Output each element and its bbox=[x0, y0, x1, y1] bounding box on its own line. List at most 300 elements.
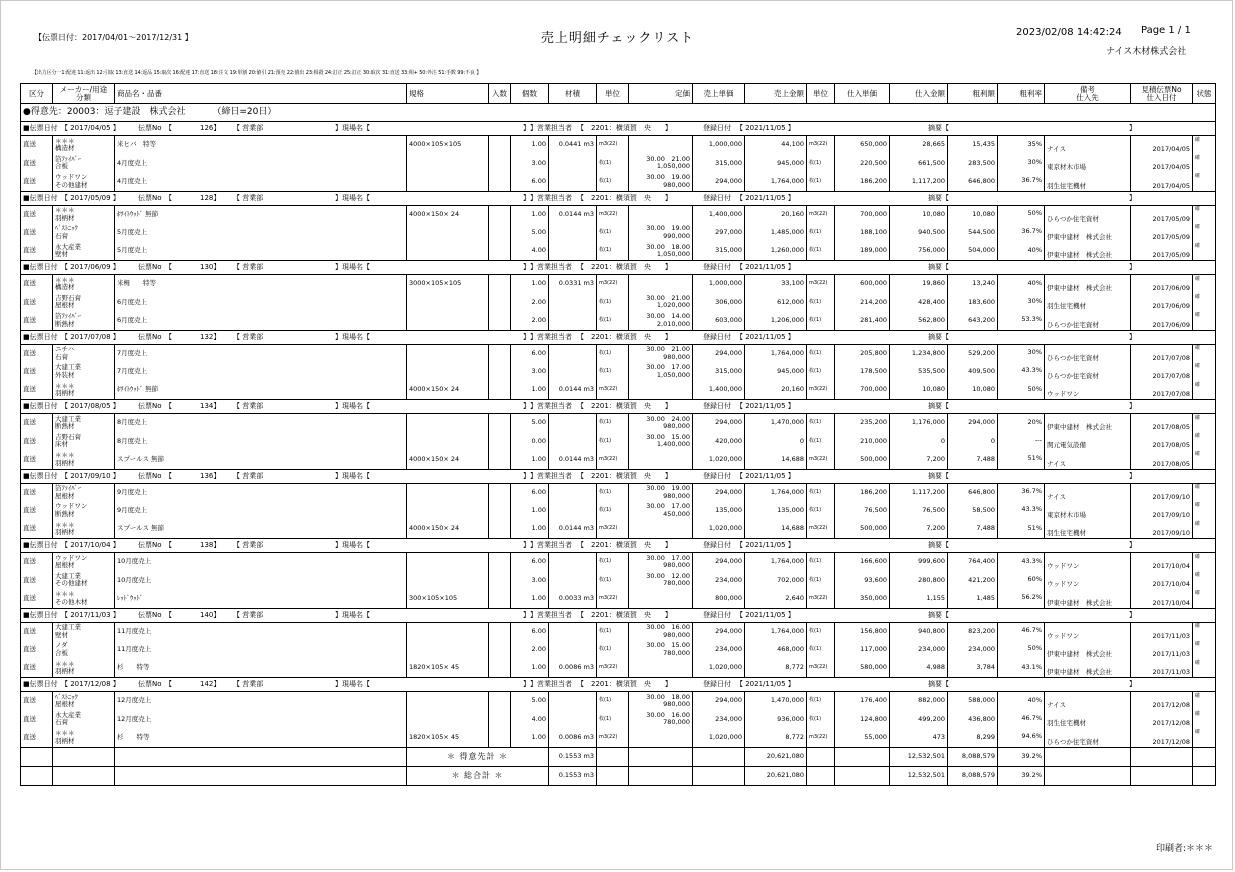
cell-purchase-price: 235,200 bbox=[835, 414, 890, 433]
confirmed-mark: 確 bbox=[1195, 520, 1201, 527]
cell-list-price bbox=[629, 622, 693, 641]
cell-list-price bbox=[629, 275, 693, 294]
rate-value: 30% bbox=[1027, 348, 1042, 356]
cell-purchase-price: 580,000 bbox=[835, 659, 890, 678]
purchase-date: 2017/11/03 bbox=[1152, 649, 1190, 658]
cell-sales-price: 1,400,000 bbox=[693, 205, 745, 224]
list-price-line1: 30.00 17.00 bbox=[646, 502, 690, 511]
cell-product: 10月度売上 bbox=[115, 571, 407, 590]
cell-volume bbox=[549, 553, 597, 572]
cell-gross: 15,435 bbox=[948, 136, 998, 155]
maker-name: 大建工業 bbox=[55, 363, 81, 372]
slip-date-label: ■伝票日付 bbox=[23, 680, 58, 688]
maker-name: ウッドワン bbox=[55, 553, 88, 562]
table-row bbox=[21, 312, 1216, 331]
confirmed-mark: 確 bbox=[1195, 659, 1201, 666]
list-price-line2: 980,000 bbox=[663, 352, 690, 361]
cell-sales-amount: 1,206,000 bbox=[745, 312, 807, 331]
total-blank bbox=[1131, 747, 1193, 766]
cell-maker bbox=[53, 692, 115, 711]
table-row bbox=[21, 571, 1216, 590]
cell-purchase-price: 189,000 bbox=[835, 242, 890, 261]
cell-purchase-amount: 234,000 bbox=[890, 641, 948, 660]
cell-product: 杉 特等 bbox=[115, 659, 407, 678]
cell-maker bbox=[53, 242, 115, 261]
cell-maker bbox=[53, 710, 115, 729]
cell-unit2: 枚(1) bbox=[807, 414, 835, 433]
table-row bbox=[21, 729, 1216, 748]
cell-supplier bbox=[1045, 154, 1131, 173]
slip-reg: 【 2021/11/05 】 bbox=[736, 610, 795, 619]
total-blank bbox=[629, 747, 693, 766]
total-blank bbox=[693, 747, 745, 766]
cell-rate bbox=[998, 483, 1045, 502]
cell-kubun: 直送 bbox=[21, 242, 53, 261]
supplier-name: 伊東中建材 株式会社 bbox=[1047, 598, 1112, 607]
cell-purchase-date bbox=[1131, 344, 1193, 363]
cell-purchase-amount: 562,800 bbox=[890, 312, 948, 331]
slip-memo-end: 】 bbox=[1129, 541, 1136, 549]
cell-spec bbox=[407, 344, 489, 363]
confirmed-mark: 確 bbox=[1195, 136, 1201, 143]
cell-supplier bbox=[1045, 483, 1131, 502]
slip-dept: 【 営業部 bbox=[233, 541, 264, 549]
cell-list-price bbox=[629, 483, 693, 502]
maker-name: ﾍﾞｽﾄﾆｯｸ bbox=[55, 692, 78, 701]
slip-reg-label: 登録日付 bbox=[703, 680, 731, 688]
cell-purchase-amount: 1,117,200 bbox=[890, 173, 948, 192]
cell-rate bbox=[998, 205, 1045, 224]
slip-site-end: 】 bbox=[523, 402, 530, 410]
purchase-date: 2017/07/08 bbox=[1152, 353, 1190, 362]
slip-no: 【 134】 bbox=[165, 402, 221, 410]
cell-purchase-date bbox=[1131, 275, 1193, 294]
purchase-date: 2017/08/05 bbox=[1152, 441, 1190, 450]
rate-value: 43.3% bbox=[1021, 366, 1042, 375]
cell-unit2: 枚(1) bbox=[807, 571, 835, 590]
cell-sales-amount: 8,772 bbox=[745, 729, 807, 748]
cell-kubun: 直送 bbox=[21, 205, 53, 224]
cell-kubun: 直送 bbox=[21, 293, 53, 312]
cell-unit2: 枚(1) bbox=[807, 363, 835, 382]
cell-rate bbox=[998, 312, 1045, 331]
cell-unit: 枚(1) bbox=[597, 710, 629, 729]
total-sales-amount: 20,621,080 bbox=[745, 747, 807, 766]
cell-unit: 枚(1) bbox=[597, 363, 629, 382]
cell-volume bbox=[549, 692, 597, 711]
cell-maker bbox=[53, 502, 115, 521]
cell-gross: 58,500 bbox=[948, 502, 998, 521]
cell-sales-amount: 0 bbox=[745, 432, 807, 451]
cell-list-price bbox=[629, 641, 693, 660]
maker-name: 大建工業 bbox=[55, 414, 81, 423]
cell-purchase-price: 186,200 bbox=[835, 173, 890, 192]
cell-product: 5月度売上 bbox=[115, 224, 407, 243]
cell-spec bbox=[407, 293, 489, 312]
cell-purchase-date bbox=[1131, 520, 1193, 539]
cell-purchase-date bbox=[1131, 363, 1193, 382]
confirmed-mark: 確 bbox=[1195, 451, 1201, 457]
table-row bbox=[21, 483, 1216, 502]
cell-spec bbox=[407, 641, 489, 660]
cell-nyuu bbox=[489, 312, 511, 331]
confirmed-mark: 確 bbox=[1195, 173, 1201, 179]
cell-sales-amount: 1,470,000 bbox=[745, 414, 807, 433]
cell-kubun: 直送 bbox=[21, 622, 53, 641]
cell-product: 9月度売上 bbox=[115, 483, 407, 502]
slip-dept: 【 営業部 bbox=[233, 332, 264, 341]
slip-site-end: 】 bbox=[523, 193, 530, 202]
cell-unit: 枚(1) bbox=[597, 154, 629, 173]
cell-purchase-price: 205,800 bbox=[835, 344, 890, 363]
cell-supplier bbox=[1045, 173, 1131, 192]
cell-purchase-date bbox=[1131, 729, 1193, 748]
total-blank bbox=[807, 747, 835, 766]
cell-qty: 1.00 bbox=[511, 502, 549, 521]
cell-rate bbox=[998, 224, 1045, 243]
cell-maker bbox=[53, 729, 115, 748]
cell-maker bbox=[53, 275, 115, 294]
cell-maker bbox=[53, 571, 115, 590]
total-label: ＊ 得意先計 ＊ bbox=[407, 747, 549, 766]
cell-purchase-amount: 10,080 bbox=[890, 205, 948, 224]
cell-gross: 646,800 bbox=[948, 173, 998, 192]
slip-dept: 【 営業部 bbox=[233, 402, 264, 410]
rate-value: 30% bbox=[1027, 157, 1042, 166]
cell-volume bbox=[549, 622, 597, 641]
cell-state bbox=[1193, 154, 1216, 173]
cell-sales-price: 1,020,000 bbox=[693, 451, 745, 470]
cell-purchase-date bbox=[1131, 136, 1193, 155]
cell-unit2: 枚(1) bbox=[807, 710, 835, 729]
slip-memo-label: 摘要【 bbox=[928, 263, 949, 271]
cell-list-price bbox=[629, 414, 693, 433]
slip-date-label: ■伝票日付 bbox=[23, 332, 58, 341]
cell-purchase-amount: 1,176,000 bbox=[890, 414, 948, 433]
cell-spec: 4000×150× 24 bbox=[407, 520, 489, 539]
cell-sales-price: 1,020,000 bbox=[693, 659, 745, 678]
cell-unit2: 枚(1) bbox=[807, 312, 835, 331]
cell-nyuu bbox=[489, 275, 511, 294]
cell-purchase-amount: 473 bbox=[890, 729, 948, 748]
total-blank bbox=[1193, 747, 1216, 766]
col-unit2: 単位 bbox=[807, 84, 835, 104]
category: 合板 bbox=[55, 648, 68, 657]
col-state: 状態 bbox=[1193, 84, 1216, 104]
purchase-date: 2017/09/10 bbox=[1152, 529, 1190, 537]
cell-maker bbox=[53, 622, 115, 641]
purchase-date: 2017/09/10 bbox=[1152, 492, 1190, 501]
cell-product: 10月度売上 bbox=[115, 553, 407, 572]
cell-rate bbox=[998, 520, 1045, 539]
cell-nyuu bbox=[489, 502, 511, 521]
cell-spec bbox=[407, 173, 489, 192]
slip-no-label: 伝票No bbox=[138, 332, 162, 341]
category: 羽柄材 bbox=[55, 389, 75, 397]
cell-list-price bbox=[629, 381, 693, 400]
table-row bbox=[21, 242, 1216, 261]
supplier-name: 伊東中建材 株式会社 bbox=[1047, 284, 1112, 292]
slip-site-label: 】現場名【 bbox=[335, 541, 370, 549]
cell-unit2: 枚(1) bbox=[807, 293, 835, 312]
total-purchase-amount: 12,532,501 bbox=[890, 766, 948, 785]
cell-maker bbox=[53, 205, 115, 224]
cell-kubun: 直送 bbox=[21, 729, 53, 748]
slip-staff: 【 2201：横須賀 央 】 bbox=[577, 124, 672, 132]
rate-value: 40% bbox=[1027, 245, 1042, 254]
slip-memo-label: 摘要【 bbox=[928, 332, 949, 341]
list-price-line1: 30.00 21.00 bbox=[646, 293, 690, 302]
cell-spec: 4000×150× 24 bbox=[407, 451, 489, 470]
cell-rate bbox=[998, 363, 1045, 382]
cell-nyuu bbox=[489, 205, 511, 224]
cell-qty: 2.00 bbox=[511, 293, 549, 312]
category: 断熱材 bbox=[55, 319, 75, 328]
cell-maker bbox=[53, 293, 115, 312]
cell-maker bbox=[53, 641, 115, 660]
cell-gross: 7,488 bbox=[948, 451, 998, 470]
cell-sales-amount: 8,772 bbox=[745, 659, 807, 678]
cell-kubun: 直送 bbox=[21, 414, 53, 433]
cell-purchase-amount: 1,117,200 bbox=[890, 483, 948, 502]
cell-state bbox=[1193, 312, 1216, 331]
cell-sales-price: 315,000 bbox=[693, 154, 745, 173]
category: 石膏 bbox=[55, 718, 68, 727]
slip-memo-end: 】 bbox=[1129, 124, 1136, 132]
cell-volume bbox=[549, 312, 597, 331]
cell-product: スプールス 無節 bbox=[115, 520, 407, 539]
cell-supplier bbox=[1045, 659, 1131, 678]
cell-qty: 6.00 bbox=[511, 173, 549, 192]
cell-volume: 0.0144 m3 bbox=[549, 205, 597, 224]
rate-value: 43.1% bbox=[1021, 662, 1042, 671]
cell-nyuu bbox=[489, 641, 511, 660]
cell-nyuu bbox=[489, 590, 511, 609]
cell-rate bbox=[998, 381, 1045, 400]
slip-header-row bbox=[21, 191, 1216, 205]
cell-list-price bbox=[629, 553, 693, 572]
list-price-line1: 30.00 17.00 bbox=[646, 363, 690, 372]
purchase-date: 2017/04/05 bbox=[1152, 181, 1190, 190]
cell-sales-amount: 1,764,000 bbox=[745, 344, 807, 363]
cell-list-price bbox=[629, 136, 693, 155]
slip-header-row bbox=[21, 608, 1216, 622]
cell-purchase-date bbox=[1131, 173, 1193, 192]
purchase-date: 2017/07/08 bbox=[1152, 390, 1190, 398]
slip-date: 【 2017/04/05 】 bbox=[61, 124, 120, 132]
cell-volume bbox=[549, 483, 597, 502]
slip-no-label: 伝票No bbox=[138, 193, 162, 202]
cell-purchase-date bbox=[1131, 553, 1193, 572]
cell-state bbox=[1193, 729, 1216, 748]
cell-kubun: 直送 bbox=[21, 483, 53, 502]
col-zai: 材積 bbox=[549, 84, 597, 104]
cell-sales-price: 420,000 bbox=[693, 432, 745, 451]
slip-memo-end: 】 bbox=[1129, 263, 1136, 271]
cell-unit2: 枚(1) bbox=[807, 622, 835, 641]
cell-spec: 4000×150× 24 bbox=[407, 381, 489, 400]
supplier-name: ひらつか住宅資材 bbox=[1047, 320, 1099, 329]
cell-sales-price: 315,000 bbox=[693, 242, 745, 261]
cell-volume bbox=[549, 242, 597, 261]
cell-purchase-date bbox=[1131, 622, 1193, 641]
list-price-line2: 980,000 bbox=[663, 700, 690, 708]
maker-name: 大建工業 bbox=[55, 623, 81, 631]
cell-maker bbox=[53, 432, 115, 451]
cell-product: 杉 特等 bbox=[115, 729, 407, 748]
cell-sales-amount: 945,000 bbox=[745, 154, 807, 173]
table-row bbox=[21, 659, 1216, 678]
list-price-line1: 30.00 21.00 bbox=[646, 154, 690, 163]
cell-unit: 枚(1) bbox=[597, 502, 629, 521]
maker-name: 吉野石膏 bbox=[55, 432, 81, 441]
confirmed-mark: 確 bbox=[1195, 242, 1201, 249]
cell-qty: 6.00 bbox=[511, 344, 549, 363]
cell-purchase-amount: 7,200 bbox=[890, 520, 948, 539]
cell-qty: 4.00 bbox=[511, 710, 549, 729]
cell-unit2: 枚(1) bbox=[807, 154, 835, 173]
cell-unit: 枚(1) bbox=[597, 224, 629, 243]
column-header-row bbox=[21, 84, 1216, 104]
cell-kubun: 直送 bbox=[21, 432, 53, 451]
cell-state bbox=[1193, 553, 1216, 572]
cell-volume: 0.0086 m3 bbox=[549, 729, 597, 748]
cell-maker bbox=[53, 553, 115, 572]
cell-purchase-date bbox=[1131, 242, 1193, 261]
slip-memo-label: 摘要【 bbox=[928, 193, 949, 202]
cell-unit2: 枚(1) bbox=[807, 344, 835, 363]
cell-sales-amount: 945,000 bbox=[745, 363, 807, 382]
cell-purchase-date bbox=[1131, 483, 1193, 502]
cell-purchase-amount: 19,860 bbox=[890, 275, 948, 294]
cell-maker bbox=[53, 520, 115, 539]
supplier-name: 関元電気設備 bbox=[1047, 441, 1086, 450]
cell-unit2: 枚(1) bbox=[807, 173, 835, 192]
list-price-line2: 1,050,000 bbox=[656, 250, 690, 258]
slip-reg: 【 2021/11/05 】 bbox=[736, 193, 795, 202]
table-row bbox=[21, 136, 1216, 155]
cell-qty: 1.00 bbox=[511, 451, 549, 470]
cell-gross: 3,784 bbox=[948, 659, 998, 678]
cell-qty: 1.00 bbox=[511, 136, 549, 155]
supplier-name: ウッドワン bbox=[1047, 390, 1080, 398]
cell-nyuu bbox=[489, 381, 511, 400]
cell-gross: 7,488 bbox=[948, 520, 998, 539]
table-row bbox=[21, 381, 1216, 400]
confirmed-mark: 確 bbox=[1195, 381, 1201, 388]
category: 断熱材 bbox=[55, 422, 75, 430]
cell-purchase-price: 176,400 bbox=[835, 692, 890, 711]
cell-sales-amount: 468,000 bbox=[745, 641, 807, 660]
cell-spec bbox=[407, 483, 489, 502]
cell-list-price bbox=[629, 692, 693, 711]
cell-sales-price: 315,000 bbox=[693, 363, 745, 382]
total-blank bbox=[1045, 766, 1131, 785]
rate-value: 94.6% bbox=[1021, 732, 1042, 740]
cell-product: 4月度売上 bbox=[115, 173, 407, 192]
cell-qty: 6.00 bbox=[511, 483, 549, 502]
cell-unit: m3(22) bbox=[597, 590, 629, 609]
list-price-line1: 30.00 19.00 bbox=[646, 484, 690, 492]
cell-nyuu bbox=[489, 414, 511, 433]
rate-value: 46.7% bbox=[1021, 626, 1042, 634]
list-price-line1: 30.00 18.00 bbox=[646, 242, 690, 251]
maker-name: ＊＊＊ bbox=[55, 381, 75, 390]
table-row bbox=[21, 590, 1216, 609]
purchase-date: 2017/06/09 bbox=[1152, 302, 1190, 311]
cell-kubun: 直送 bbox=[21, 571, 53, 590]
col-purchase-amount: 仕入金額 bbox=[890, 84, 948, 104]
cell-sales-amount: 1,260,000 bbox=[745, 242, 807, 261]
list-price-line1: 30.00 14.00 bbox=[646, 312, 690, 320]
cell-supplier bbox=[1045, 344, 1131, 363]
cell-purchase-date bbox=[1131, 205, 1193, 224]
purchase-date: 2017/11/03 bbox=[1152, 668, 1190, 676]
cell-maker bbox=[53, 659, 115, 678]
rate-value: 46.7% bbox=[1021, 713, 1042, 722]
purchase-date: 2017/05/09 bbox=[1152, 251, 1190, 259]
cell-list-price bbox=[629, 242, 693, 261]
slip-reg: 【 2021/11/05 】 bbox=[736, 124, 795, 132]
rate-value: 51% bbox=[1027, 454, 1042, 462]
list-price-line2: 1,400,000 bbox=[656, 440, 690, 449]
cell-unit: 枚(1) bbox=[597, 344, 629, 363]
purchase-date: 2017/12/08 bbox=[1152, 701, 1190, 709]
cell-unit: 枚(1) bbox=[597, 571, 629, 590]
cell-rate bbox=[998, 590, 1045, 609]
col-nyuu: 入数 bbox=[489, 84, 511, 104]
rate-value: 43.3% bbox=[1021, 505, 1042, 514]
purchase-date: 2017/06/09 bbox=[1152, 284, 1190, 292]
cell-purchase-amount: 940,800 bbox=[890, 622, 948, 641]
cell-sales-price: 294,000 bbox=[693, 414, 745, 433]
total-volume: 0.1553 m3 bbox=[549, 747, 597, 766]
cell-kubun: 直送 bbox=[21, 154, 53, 173]
col-sales-price: 売上単価 bbox=[693, 84, 745, 104]
purchase-date: 2017/10/04 bbox=[1152, 562, 1190, 570]
cell-state bbox=[1193, 692, 1216, 711]
category: 床材 bbox=[55, 440, 68, 449]
cell-rate bbox=[998, 659, 1045, 678]
slip-header-row bbox=[21, 122, 1216, 136]
closing-day: （締日=20日） bbox=[212, 106, 277, 117]
cell-list-price bbox=[629, 451, 693, 470]
cell-unit2: 枚(1) bbox=[807, 432, 835, 451]
slip-memo-end: 】 bbox=[1129, 610, 1136, 619]
supplier-name: 羽生住宅機材 bbox=[1047, 529, 1086, 537]
confirmed-mark: 確 bbox=[1195, 571, 1201, 578]
category: 合板 bbox=[55, 162, 68, 171]
cell-supplier bbox=[1045, 590, 1131, 609]
cell-rate bbox=[998, 344, 1045, 363]
slip-date: 【 2017/12/08 】 bbox=[61, 680, 120, 688]
slip-staff: 【 2201：横須賀 央 】 bbox=[577, 332, 672, 341]
cell-sales-amount: 135,000 bbox=[745, 502, 807, 521]
cell-unit: 枚(1) bbox=[597, 414, 629, 433]
cell-gross: 643,200 bbox=[948, 312, 998, 331]
cell-gross: 10,080 bbox=[948, 205, 998, 224]
cell-purchase-date bbox=[1131, 571, 1193, 590]
slip-site-label: 】現場名【 bbox=[335, 610, 370, 619]
cell-purchase-price: 500,000 bbox=[835, 520, 890, 539]
cell-unit2: m3(22) bbox=[807, 729, 835, 748]
purchase-date: 2017/04/05 bbox=[1152, 163, 1190, 172]
cell-purchase-price: 500,000 bbox=[835, 451, 890, 470]
cell-maker bbox=[53, 136, 115, 155]
cell-product: 4月度売上 bbox=[115, 154, 407, 173]
cell-qty: 2.00 bbox=[511, 312, 549, 331]
cell-sales-amount: 702,000 bbox=[745, 571, 807, 590]
